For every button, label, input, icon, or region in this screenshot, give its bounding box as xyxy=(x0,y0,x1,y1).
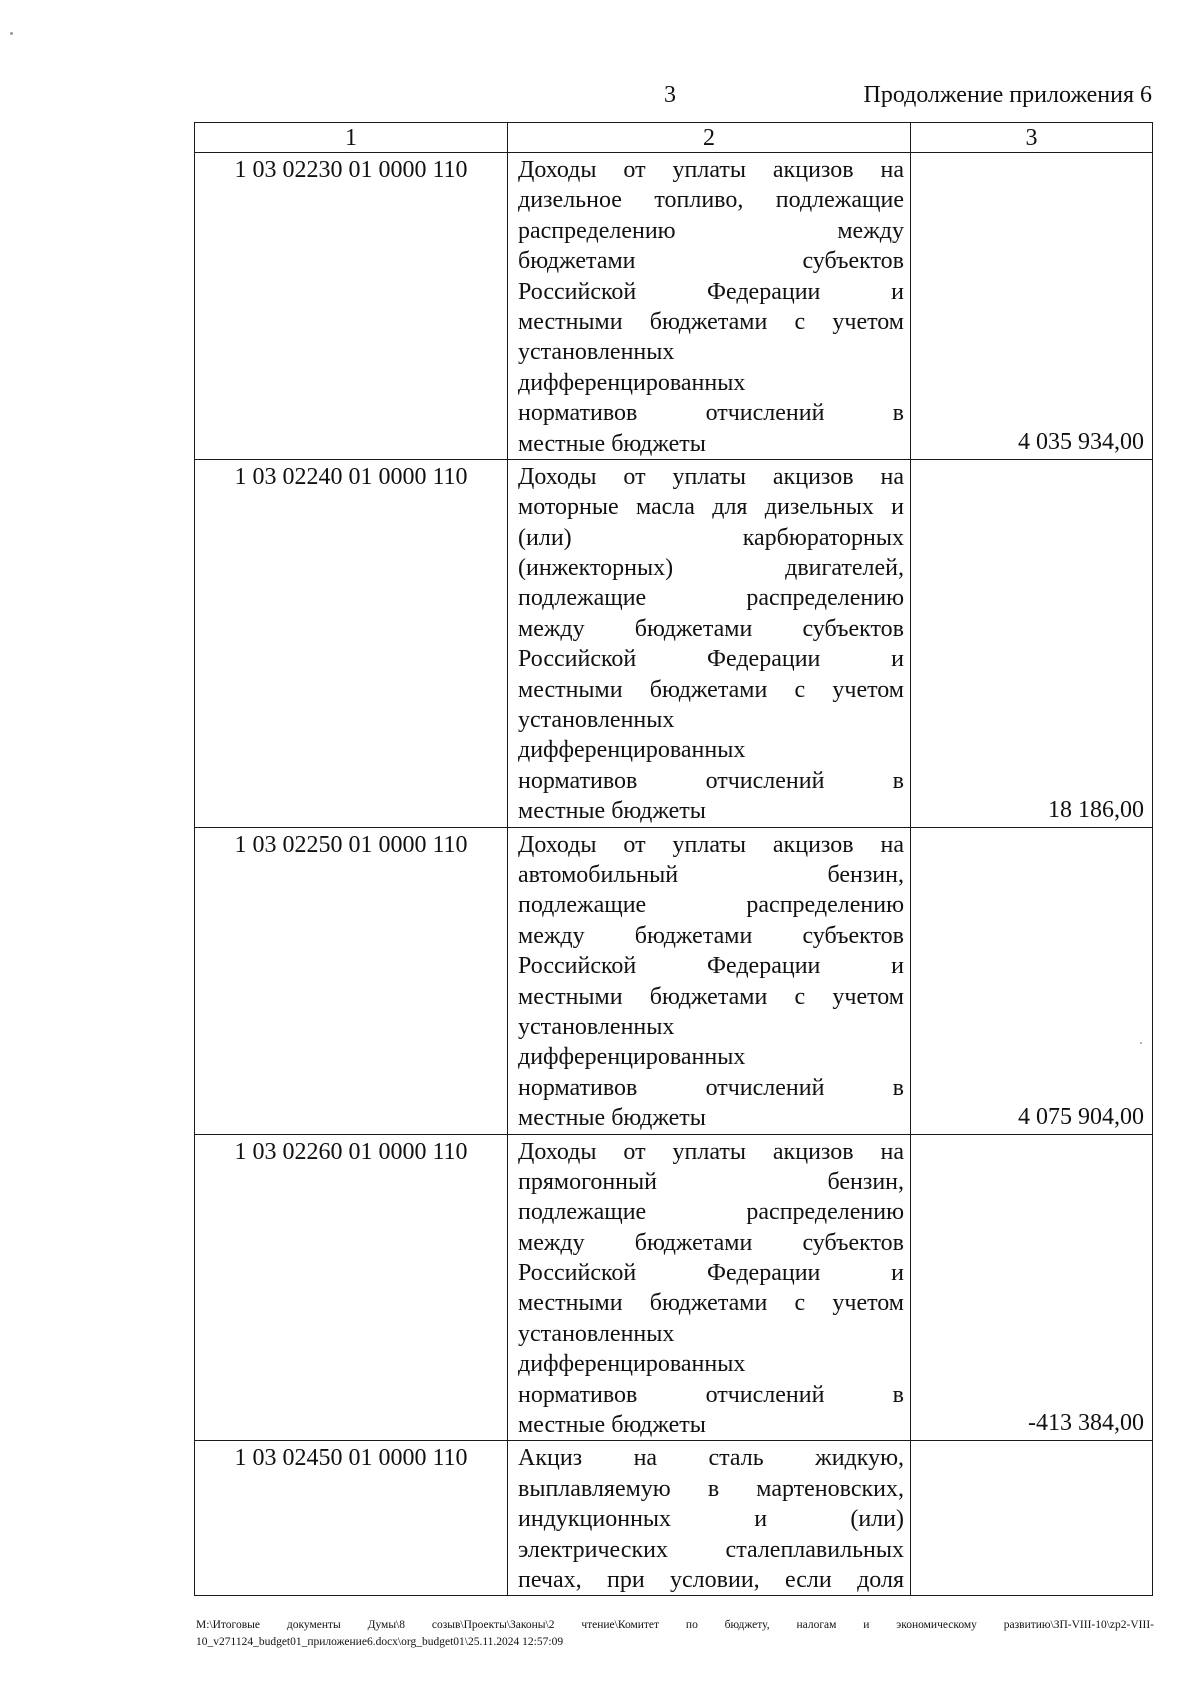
description-line: подлежащие распределению xyxy=(518,892,904,919)
description-line: индукционных и (или) xyxy=(518,1506,904,1533)
amount-value: 4 035 934,00 xyxy=(911,153,1153,460)
revenue-table xyxy=(194,122,1153,1596)
description-line: местными бюджетами с учетом xyxy=(518,983,904,1010)
description-line: установленных xyxy=(518,707,675,734)
file-path-footer xyxy=(196,1617,1154,1651)
description-line: выплавляемую в мартеновских, xyxy=(518,1475,904,1502)
description-line: подлежащие распределению xyxy=(518,585,904,612)
description-line: Российской Федерации и xyxy=(518,278,904,305)
description-line: между бюджетами субъектов xyxy=(518,922,904,949)
description-line: местными бюджетами с учетом xyxy=(518,1290,904,1317)
description-line: прямогонный бензин, xyxy=(518,1168,904,1195)
description-line: нормативов отчислений в xyxy=(518,1381,904,1408)
description-line: Доходы от уплаты акцизов на xyxy=(518,831,904,858)
description-line: установленных xyxy=(518,339,675,366)
file-path-line: 10_v271124_budget01_приложение6.docx\org_budget01\25.11.2024 12:57:09 xyxy=(196,1636,564,1648)
column-number: 3 xyxy=(911,123,1153,153)
amount-value xyxy=(911,1441,1153,1596)
description-line: нормативов отчислений в xyxy=(518,400,904,427)
description-line: подлежащие распределению xyxy=(518,1199,904,1226)
description-line: местные бюджеты xyxy=(518,430,706,457)
budget-code: 1 03 02240 01 0000 110 xyxy=(195,459,508,827)
description-line: Акциз на сталь жидкую, xyxy=(518,1445,904,1472)
description-line: Доходы от уплаты акцизов на xyxy=(518,463,904,490)
description-line: печах, при условии, если доля xyxy=(518,1566,904,1593)
income-description xyxy=(508,153,911,460)
description-line: дифференцированных xyxy=(518,1351,746,1378)
description-line: нормативов отчислений в xyxy=(518,1074,904,1101)
description-line: (инжекторных) двигателей, xyxy=(518,555,904,582)
income-description xyxy=(508,1441,911,1596)
description-line: местные бюджеты xyxy=(518,1105,706,1132)
file-path-line: М:\Итоговые документы Думы\8 созыв\Проекты\Законы\2 чтение\Комитет по бюджету, налогам и экономическому развитию\ЗП-VIII-10\zp2-VIII- xyxy=(196,1619,1154,1631)
table-row xyxy=(195,1441,1153,1596)
income-description xyxy=(508,459,911,827)
description-line: Доходы от уплаты акцизов на xyxy=(518,1138,904,1165)
description-line: нормативов отчислений в xyxy=(518,767,904,794)
continuation-label: Продолжение приложения 6 xyxy=(863,82,1152,108)
page-number: 3 xyxy=(664,82,676,108)
budget-code: 1 03 02450 01 0000 110 xyxy=(195,1441,508,1596)
description-line: электрических сталеплавильных xyxy=(518,1536,904,1563)
income-description xyxy=(508,1134,911,1441)
description-line: Российской Федерации и xyxy=(518,646,904,673)
description-line: местные бюджеты xyxy=(518,798,706,825)
table-row xyxy=(195,827,1153,1134)
scan-speck xyxy=(10,32,13,35)
column-number: 1 xyxy=(195,123,508,153)
description-line: автомобильный бензин, xyxy=(518,861,904,888)
budget-code: 1 03 02260 01 0000 110 xyxy=(195,1134,508,1441)
description-line: распределению между xyxy=(518,217,904,244)
table-row xyxy=(195,1134,1153,1441)
description-line: между бюджетами субъектов xyxy=(518,1229,904,1256)
amount-value: 4 075 904,00 xyxy=(911,827,1153,1134)
description-line: дифференцированных xyxy=(518,737,746,764)
budget-code: 1 03 02230 01 0000 110 xyxy=(195,153,508,460)
budget-code: 1 03 02250 01 0000 110 xyxy=(195,827,508,1134)
description-line: Российской Федерации и xyxy=(518,1260,904,1287)
description-line: местные бюджеты xyxy=(518,1412,706,1439)
description-line: Российской Федерации и xyxy=(518,953,904,980)
description-line: моторные масла для дизельных и xyxy=(518,494,904,521)
description-line: бюджетами субъектов xyxy=(518,248,904,275)
amount-value: 18 186,00 xyxy=(911,459,1153,827)
table-row xyxy=(195,459,1153,827)
amount-value: -413 384,00 xyxy=(911,1134,1153,1441)
description-line: между бюджетами субъектов xyxy=(518,615,904,642)
description-line: установленных xyxy=(518,1013,675,1040)
description-line: дифференцированных xyxy=(518,369,746,396)
description-line: установленных xyxy=(518,1320,675,1347)
description-line: дифференцированных xyxy=(518,1044,746,1071)
description-line: местными бюджетами с учетом xyxy=(518,308,904,335)
description-line: Доходы от уплаты акцизов на xyxy=(518,157,904,183)
description-line: (или) карбюраторных xyxy=(518,524,904,551)
income-description xyxy=(508,827,911,1134)
description-line: дизельное топливо, подлежащие xyxy=(518,187,904,214)
column-number: 2 xyxy=(508,123,911,153)
table-row xyxy=(195,153,1153,460)
column-number-row xyxy=(195,123,1153,153)
description-line: местными бюджетами с учетом xyxy=(518,676,904,703)
